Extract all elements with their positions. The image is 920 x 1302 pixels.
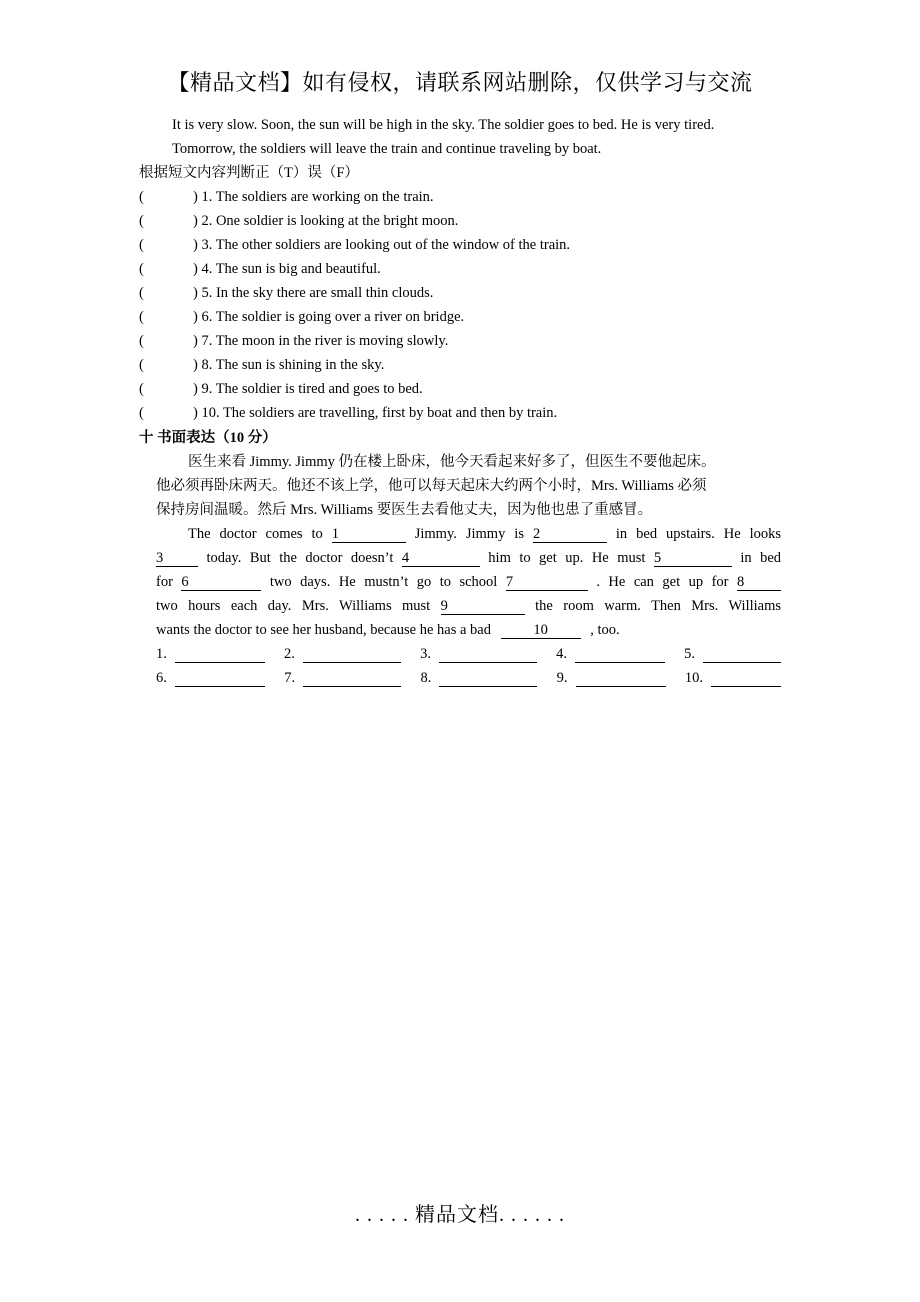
cloze-line-2: [156, 548, 781, 568]
answer-paren[interactable]: (: [139, 261, 144, 277]
answer-slot[interactable]: [156, 646, 265, 663]
answer-number: 1.: [156, 646, 167, 662]
cloze-blank-1[interactable]: 1: [332, 526, 406, 543]
answer-number: 8.: [420, 670, 432, 686]
answer-number: 6.: [156, 670, 167, 686]
answer-line[interactable]: [175, 672, 265, 687]
answer-paren[interactable]: (: [139, 213, 144, 229]
answer-paren[interactable]: (: [139, 405, 144, 421]
cloze-text: in bed upstairs. He looks: [615, 526, 782, 542]
answer-paren[interactable]: (: [139, 333, 144, 349]
tf-question-text: ) 3. The other soldiers are looking out of the window of the train.: [193, 237, 571, 253]
cloze-text: . He can get up for: [596, 574, 729, 590]
answer-line[interactable]: [439, 648, 537, 663]
cloze-blank-8[interactable]: 8: [737, 574, 781, 591]
answer-number: 3.: [420, 646, 431, 662]
cloze-text: , too.: [590, 622, 620, 638]
tf-question-row: [139, 307, 464, 327]
answer-paren[interactable]: (: [139, 381, 144, 397]
tf-question-text: ) 9. The soldier is tired and goes to bed.: [193, 381, 423, 397]
tf-question-row: [139, 187, 434, 207]
cloze-blank-2[interactable]: 2: [533, 526, 607, 543]
cloze-text: two hours each day. Mrs. Williams must: [156, 598, 431, 614]
tf-question-row: [139, 403, 557, 423]
answer-line[interactable]: [576, 672, 666, 687]
tf-question-text: ) 6. The soldier is going over a river on bridge.: [193, 309, 465, 325]
tf-question-text: ) 2. One soldier is looking at the bright moon.: [193, 213, 459, 229]
tf-question-row: [139, 331, 448, 351]
cloze-blank-5[interactable]: 5: [654, 550, 732, 567]
answer-slot[interactable]: [156, 670, 265, 687]
cloze-text: wants the doctor to see her husband, because he has a bad: [156, 622, 491, 638]
tf-question-text: ) 1. The soldiers are working on the train.: [193, 189, 434, 205]
answer-paren[interactable]: (: [139, 237, 144, 253]
tf-question-row: [139, 379, 423, 399]
cloze-text: The doctor comes to: [188, 526, 323, 542]
cloze-line-4: [156, 596, 781, 616]
answer-line[interactable]: [175, 648, 265, 663]
answer-slot[interactable]: [420, 670, 537, 687]
cloze-blank-3[interactable]: 3: [156, 550, 198, 567]
tf-question-text: ) 4. The sun is big and beautiful.: [193, 261, 381, 277]
cloze-text: for: [156, 574, 173, 590]
cn-prompt-line-2: 他必须再卧床两天。他还不该上学，他可以每天起床大约两个小时，Mrs. Williams 必须: [156, 478, 707, 494]
section-10-title: 十 书面表达（10 分）: [139, 430, 277, 446]
cloze-line-3: [156, 572, 781, 592]
answer-line[interactable]: [575, 648, 665, 663]
cloze-blank-9[interactable]: 9: [441, 598, 525, 615]
answer-paren[interactable]: (: [139, 189, 144, 205]
cloze-line-1: [188, 524, 781, 544]
answer-slot[interactable]: [284, 670, 401, 687]
answer-slot[interactable]: [284, 646, 401, 663]
cn-prompt-line-3: 保持房间温暖。然后 Mrs. Williams 要医生去看他丈夫，因为他也患了重感冒。: [156, 502, 653, 518]
answer-paren[interactable]: (: [139, 285, 144, 301]
tf-question-row: [139, 235, 570, 255]
cloze-text: the room warm. Then Mrs. Williams: [535, 598, 782, 614]
answer-row-2: [156, 670, 781, 687]
answer-number: 2.: [284, 646, 295, 662]
passage-line-2: Tomorrow, the soldiers will leave the train and continue traveling by boat.: [172, 141, 602, 157]
tf-question-text: ) 7. The moon in the river is moving slowly.: [193, 333, 449, 349]
answer-number: 9.: [556, 670, 568, 686]
cloze-text: two days. He mustn’t go to school: [269, 574, 498, 590]
tf-question-text: ) 10. The soldiers are travelling, first by boat and then by train.: [193, 405, 558, 421]
answer-slot[interactable]: [556, 646, 665, 663]
tf-question-text: ) 5. In the sky there are small thin clouds.: [193, 285, 434, 301]
answer-line[interactable]: [303, 672, 401, 687]
answer-line[interactable]: [303, 648, 401, 663]
answer-slot[interactable]: [684, 646, 781, 663]
answer-line[interactable]: [439, 672, 537, 687]
page-footer: . . . . . 精品文档. . . . . .: [355, 1204, 565, 1226]
tf-question-row: [139, 259, 381, 279]
cloze-blank-7[interactable]: 7: [506, 574, 588, 591]
cloze-text: Jimmy. Jimmy is: [414, 526, 524, 542]
answer-row-1: [156, 646, 781, 663]
cloze-text: him to get up. He must: [488, 550, 646, 566]
answer-number: 10.: [684, 670, 703, 686]
tf-question-row: [139, 211, 458, 231]
answer-number: 7.: [284, 670, 296, 686]
page-header: 【精品文档】如有侵权，请联系网站删除，仅供学习与交流: [167, 70, 753, 95]
tf-question-row: [139, 283, 433, 303]
tf-instruction: 根据短文内容判断正（T）误（F）: [139, 165, 359, 181]
tf-question-row: [139, 355, 384, 375]
cloze-text: today. But the doctor doesn’t: [206, 550, 394, 566]
cn-prompt-line-1: 医生来看 Jimmy. Jimmy 仍在楼上卧床，他今天看起来好多了，但医生不要他起床。: [188, 454, 716, 470]
answer-line[interactable]: [711, 672, 781, 687]
answer-slot[interactable]: [685, 670, 781, 687]
answer-line[interactable]: [703, 648, 781, 663]
answer-slot[interactable]: [420, 646, 537, 663]
cloze-line-5: [156, 620, 620, 640]
cloze-blank-4[interactable]: 4: [402, 550, 480, 567]
answer-paren[interactable]: (: [139, 309, 144, 325]
answer-slot[interactable]: [557, 670, 666, 687]
answer-number: 5.: [684, 646, 695, 662]
passage-line-1: It is very slow. Soon, the sun will be high in the sky. The soldier goes to bed. He is very tired.: [172, 117, 715, 133]
tf-question-text: ) 8. The sun is shining in the sky.: [193, 357, 385, 373]
cloze-blank-6[interactable]: 6: [181, 574, 261, 591]
cloze-blank-10[interactable]: 10: [501, 622, 581, 639]
answer-number: 4.: [556, 646, 567, 662]
answer-paren[interactable]: (: [139, 357, 144, 373]
cloze-text: in bed: [740, 550, 782, 566]
